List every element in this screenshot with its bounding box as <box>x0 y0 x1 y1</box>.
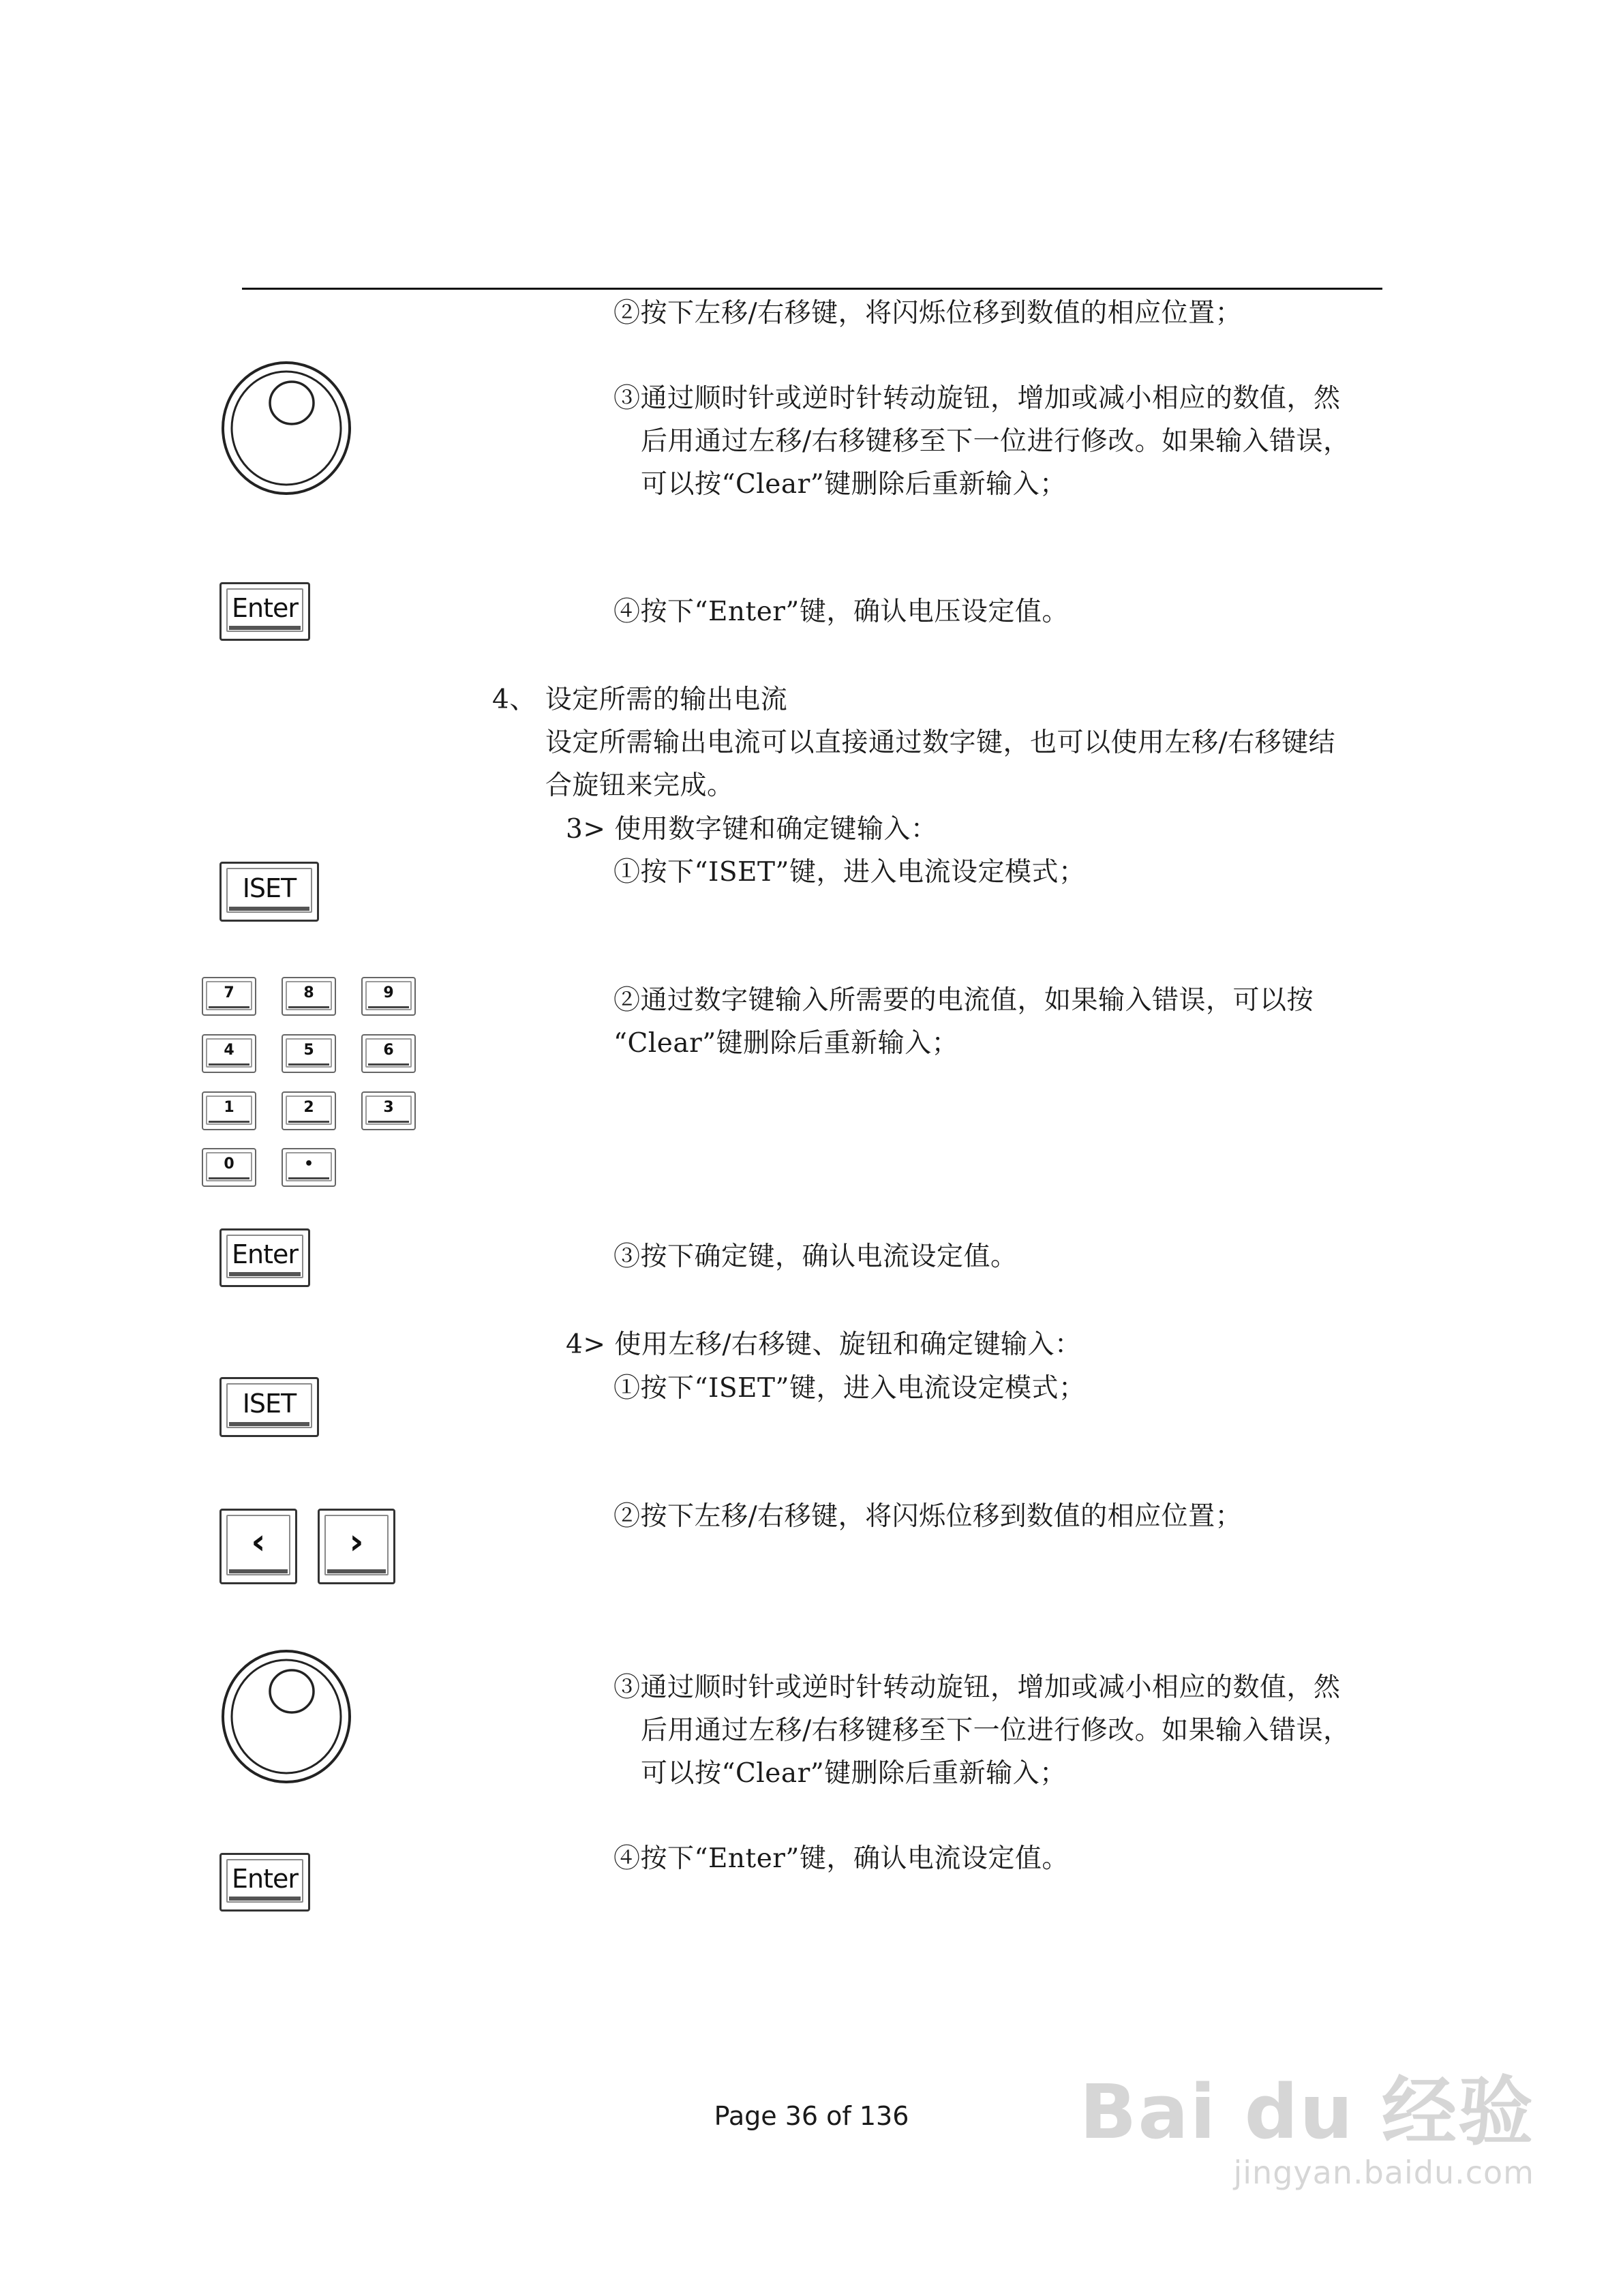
section-desc-line1: 设定所需输出电流可以直接通过数字键，也可以使用左移/右移键结 <box>545 727 1336 758</box>
section-desc-line2: 合旋钮来完成。 <box>545 770 734 801</box>
header-rule <box>242 288 1382 290</box>
numpad-key-icon: 0 <box>202 1148 256 1187</box>
step-4-text: ④按下“Enter”键，确认电压设定值。 <box>613 596 1069 627</box>
method-4-step-1: ①按下“ISET”键，进入电流设定模式； <box>613 1373 1086 1404</box>
page-number: Page 36 of 136 <box>714 2101 909 2131</box>
enter-key-icon: Enter <box>219 582 310 641</box>
iset-key-icon: ISET <box>219 862 319 922</box>
rotary-knob-icon <box>220 1648 352 1785</box>
step-3-text-line1: ③通过顺时针或逆时针转动旋钮，增加或减小相应的数值，然 <box>613 383 1341 414</box>
iset-key-icon: ISET <box>219 1377 319 1437</box>
step-3-text-line2: 后用通过左移/右移键移至下一位进行修改。如果输入错误， <box>641 426 1350 457</box>
section-heading: 4、 设定所需的输出电流 <box>492 684 788 715</box>
watermark-brand: Bai du 经验 <box>1079 2068 1534 2156</box>
step-2-text: ②按下左移/右移键，将闪烁位移到数值的相应位置； <box>613 298 1243 329</box>
watermark-url: jingyan.baidu.com <box>1233 2154 1534 2191</box>
numpad-key-icon: 1 <box>202 1091 256 1130</box>
method-4-step-3-line2: 后用通过左移/右移键移至下一位进行修改。如果输入错误， <box>641 1715 1350 1746</box>
method-3-step-2-line1: ②通过数字键输入所需要的电流值，如果输入错误，可以按 <box>613 985 1314 1016</box>
method-4-step-4: ④按下“Enter”键，确认电流设定值。 <box>613 1843 1069 1874</box>
left-arrow-key-icon: ‹ <box>219 1509 297 1584</box>
right-arrow-key-icon: › <box>318 1509 395 1584</box>
method-3-step-1: ①按下“ISET”键，进入电流设定模式； <box>613 857 1086 888</box>
method-3-step-3: ③按下确定键，确认电流设定值。 <box>613 1241 1018 1272</box>
numpad-key-icon: 7 <box>202 977 256 1016</box>
step-3-text-line3: 可以按“Clear”键删除后重新输入； <box>641 469 1067 500</box>
numpad-key-icon: 4 <box>202 1034 256 1073</box>
numpad-key-icon: 5 <box>282 1034 336 1073</box>
enter-key-icon: Enter <box>219 1853 310 1912</box>
numpad-key-icon: 9 <box>361 977 416 1016</box>
method-4-step-3-line1: ③通过顺时针或逆时针转动旋钮，增加或减小相应的数值，然 <box>613 1672 1341 1703</box>
method-4-heading: 4> 使用左移/右移键、旋钮和确定键输入： <box>566 1329 1082 1360</box>
baidu-watermark <box>1080 2052 1534 2191</box>
method-3-heading: 3> 使用数字键和确定键输入： <box>566 814 938 845</box>
method-3-step-2-line2: “Clear”键删除后重新输入； <box>613 1028 959 1059</box>
rotary-knob-icon <box>220 360 352 496</box>
numpad-key-icon: 3 <box>361 1091 416 1130</box>
enter-key-icon: Enter <box>219 1228 310 1287</box>
method-4-step-2: ②按下左移/右移键，将闪烁位移到数值的相应位置； <box>613 1501 1243 1532</box>
method-4-step-3-line3: 可以按“Clear”键删除后重新输入； <box>641 1758 1067 1789</box>
numpad-key-icon: 6 <box>361 1034 416 1073</box>
numpad-key-icon: 8 <box>282 977 336 1016</box>
numpad-key-icon: • <box>282 1148 336 1187</box>
numpad-key-icon: 2 <box>282 1091 336 1130</box>
